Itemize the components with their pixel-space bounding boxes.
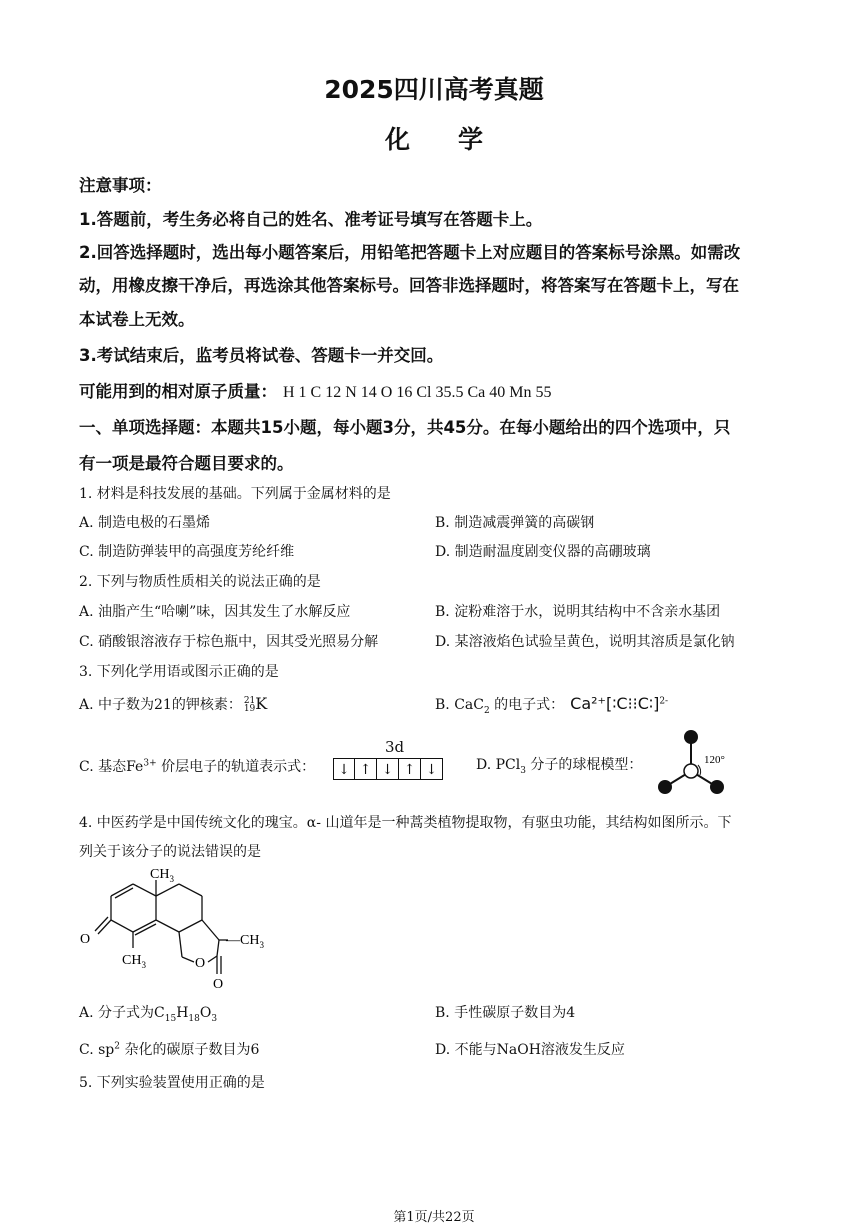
q3-option-d: [476, 754, 642, 776]
q3-option-a: [79, 694, 267, 714]
q2-option-a: A. 油脂产生“哈喇”味，因其发生了水解反应: [79, 604, 351, 620]
q4-a-sub-c: 15: [164, 1013, 177, 1024]
q3-option-c-text: C. 基态Fe: [79, 759, 144, 775]
q3-option-d-text: D. PCl: [476, 757, 521, 773]
q4-option-c-text-2: 杂化的碳原子数目为6: [120, 1042, 260, 1058]
orbital-cell: ↑: [399, 758, 421, 780]
q3-option-d-text-2: 分子的球棍模型：: [525, 757, 643, 773]
q4-c-superscript: 2: [114, 1041, 120, 1052]
q4-option-a: [79, 1002, 217, 1024]
subject-title: 化学: [384, 125, 531, 154]
notice-heading: 注意事项：: [79, 176, 162, 195]
orbital-cell: ↓: [333, 758, 355, 780]
q4-a-h: H: [176, 1005, 189, 1021]
ketone-oxygen-label: O: [80, 932, 91, 947]
q5-stem: 5. 下列实验装置使用正确的是: [79, 1075, 265, 1091]
q3-a-symbol: K: [255, 694, 268, 713]
atomic-mass-line: [79, 378, 551, 402]
q3-option-b-text-2: 的电子式：: [489, 697, 565, 713]
q3-b-subscript: 2: [483, 705, 490, 716]
q3-a-mass-number: 21: [243, 696, 256, 706]
exam-title: 2025四川高考真题: [324, 75, 544, 104]
q4-option-c: [79, 1039, 259, 1059]
cac2-electron-formula: Ca²⁺[∶C⁝⁝C∶]: [570, 694, 660, 713]
q3-stem: 3. 下列化学用语或图示正确的是: [79, 664, 279, 680]
q3-c-superscript: 3+: [143, 758, 157, 769]
q3-option-c: [79, 756, 315, 776]
orbital-cell: ↓: [377, 758, 399, 780]
q1-stem: 1. 材料是科技发展的基础。下列属于金属材料的是: [79, 486, 391, 502]
q3-d-subscript: 3: [520, 765, 526, 776]
notice-item-2-line-2: 动，用橡皮擦干净后，再选涂其他答案标号。回答非选择题时，将答案写在答题卡上，写在: [79, 276, 739, 295]
q4-option-b: B. 手性碳原子数目为4: [435, 1005, 576, 1021]
angle-label: 120°: [704, 754, 725, 766]
ring-oxygen-label: O: [195, 956, 206, 971]
q4-a-sub-h: 18: [188, 1013, 200, 1024]
q1-option-d: D. 制造耐温度剧变仪器的高硼玻璃: [435, 544, 651, 560]
q4-option-c-text: C. sp: [79, 1042, 115, 1058]
ch3-bottom-label: $CH_3$: [122, 953, 146, 970]
q3-option-b-text: B. CaC: [435, 697, 484, 713]
notice-item-2-line-1: 2.回答选择题时，选出每小题答案后，用铅笔把答题卡上对应题目的答案标号涂黑。如需改: [79, 243, 741, 262]
notice-item-2-line-3: 本试卷上无效。: [79, 310, 195, 329]
q2-stem: 2. 下列与物质性质相关的说法正确的是: [79, 574, 321, 590]
q2-option-c: C. 硝酸银溶液存于棕色瓶中，因其受光照易分解: [79, 634, 379, 650]
orbital-cell: ↑: [355, 758, 377, 780]
q4-a-sub-o: 3: [211, 1013, 218, 1024]
santonin-structure: [76, 862, 276, 992]
atomic-mass-label: 可能用到的相对原子质量：: [79, 382, 277, 401]
pcl3-ball-stick-model: [650, 725, 740, 800]
atomic-mass-values: H 1 C 12 N 14 O 16 Cl 35.5 Ca 40 Mn 55: [283, 384, 552, 401]
page-footer: 第1页/共22页: [393, 1210, 475, 1225]
notice-item-1: 1.答题前，考生务必将自己的姓名、准考证号填写在答题卡上。: [79, 210, 543, 229]
q4-option-d: D. 不能与NaOH溶液发生反应: [435, 1042, 625, 1058]
section-1-heading-line-1: 一、单项选择题：本题共15小题，每小题3分，共45分。在每小题给出的四个选项中，只: [79, 418, 731, 437]
q4-stem-line-1: 4. 中医药学是中国传统文化的瑰宝。α- 山道年是一种蒿类植物提取物，有驱虫功能，其结构如图所示。下: [79, 815, 732, 831]
q2-option-d: D. 某溶液焰色试验呈黄色，说明其溶质是氯化钠: [435, 634, 735, 650]
q4-stem-line-2: 列关于该分子的说法错误的是: [79, 844, 261, 860]
q1-option-b: B. 制造减震弹簧的高碳钢: [435, 515, 595, 531]
carbonyl-oxygen-label: O: [213, 977, 224, 992]
q4-option-a-text: A. 分子式为C: [79, 1005, 165, 1021]
ch3-top-label: $CH_3$: [150, 867, 174, 884]
q1-option-c: C. 制造防弹装甲的高强度芳纶纤维: [79, 544, 295, 560]
q3-option-c-text-2: 价层电子的轨道表示式：: [156, 759, 316, 775]
q1-option-a: A. 制造电极的石墨烯: [79, 515, 211, 531]
orbital-cell: ↓: [421, 758, 443, 780]
notice-item-3: 3.考试结束后，监考员将试卷、答题卡一并交回。: [79, 346, 444, 365]
q3-a-atomic-number: 19: [243, 704, 256, 714]
q4-a-o: O: [199, 1005, 212, 1021]
section-1-heading-line-2: 有一项是最符合题目要求的。: [79, 454, 294, 473]
orbital-3d-label: 3d: [385, 738, 405, 756]
ch3-right-label: $—CH_3$: [226, 933, 264, 950]
cac2-charge: 2-: [659, 696, 669, 707]
q3-option-b: [435, 694, 668, 716]
q2-option-b: B. 淀粉难溶于水，说明其结构中不含亲水基团: [435, 604, 721, 620]
q3-option-a-text: A. 中子数为21的钾核素：: [79, 697, 242, 713]
orbital-diagram: [333, 758, 443, 780]
